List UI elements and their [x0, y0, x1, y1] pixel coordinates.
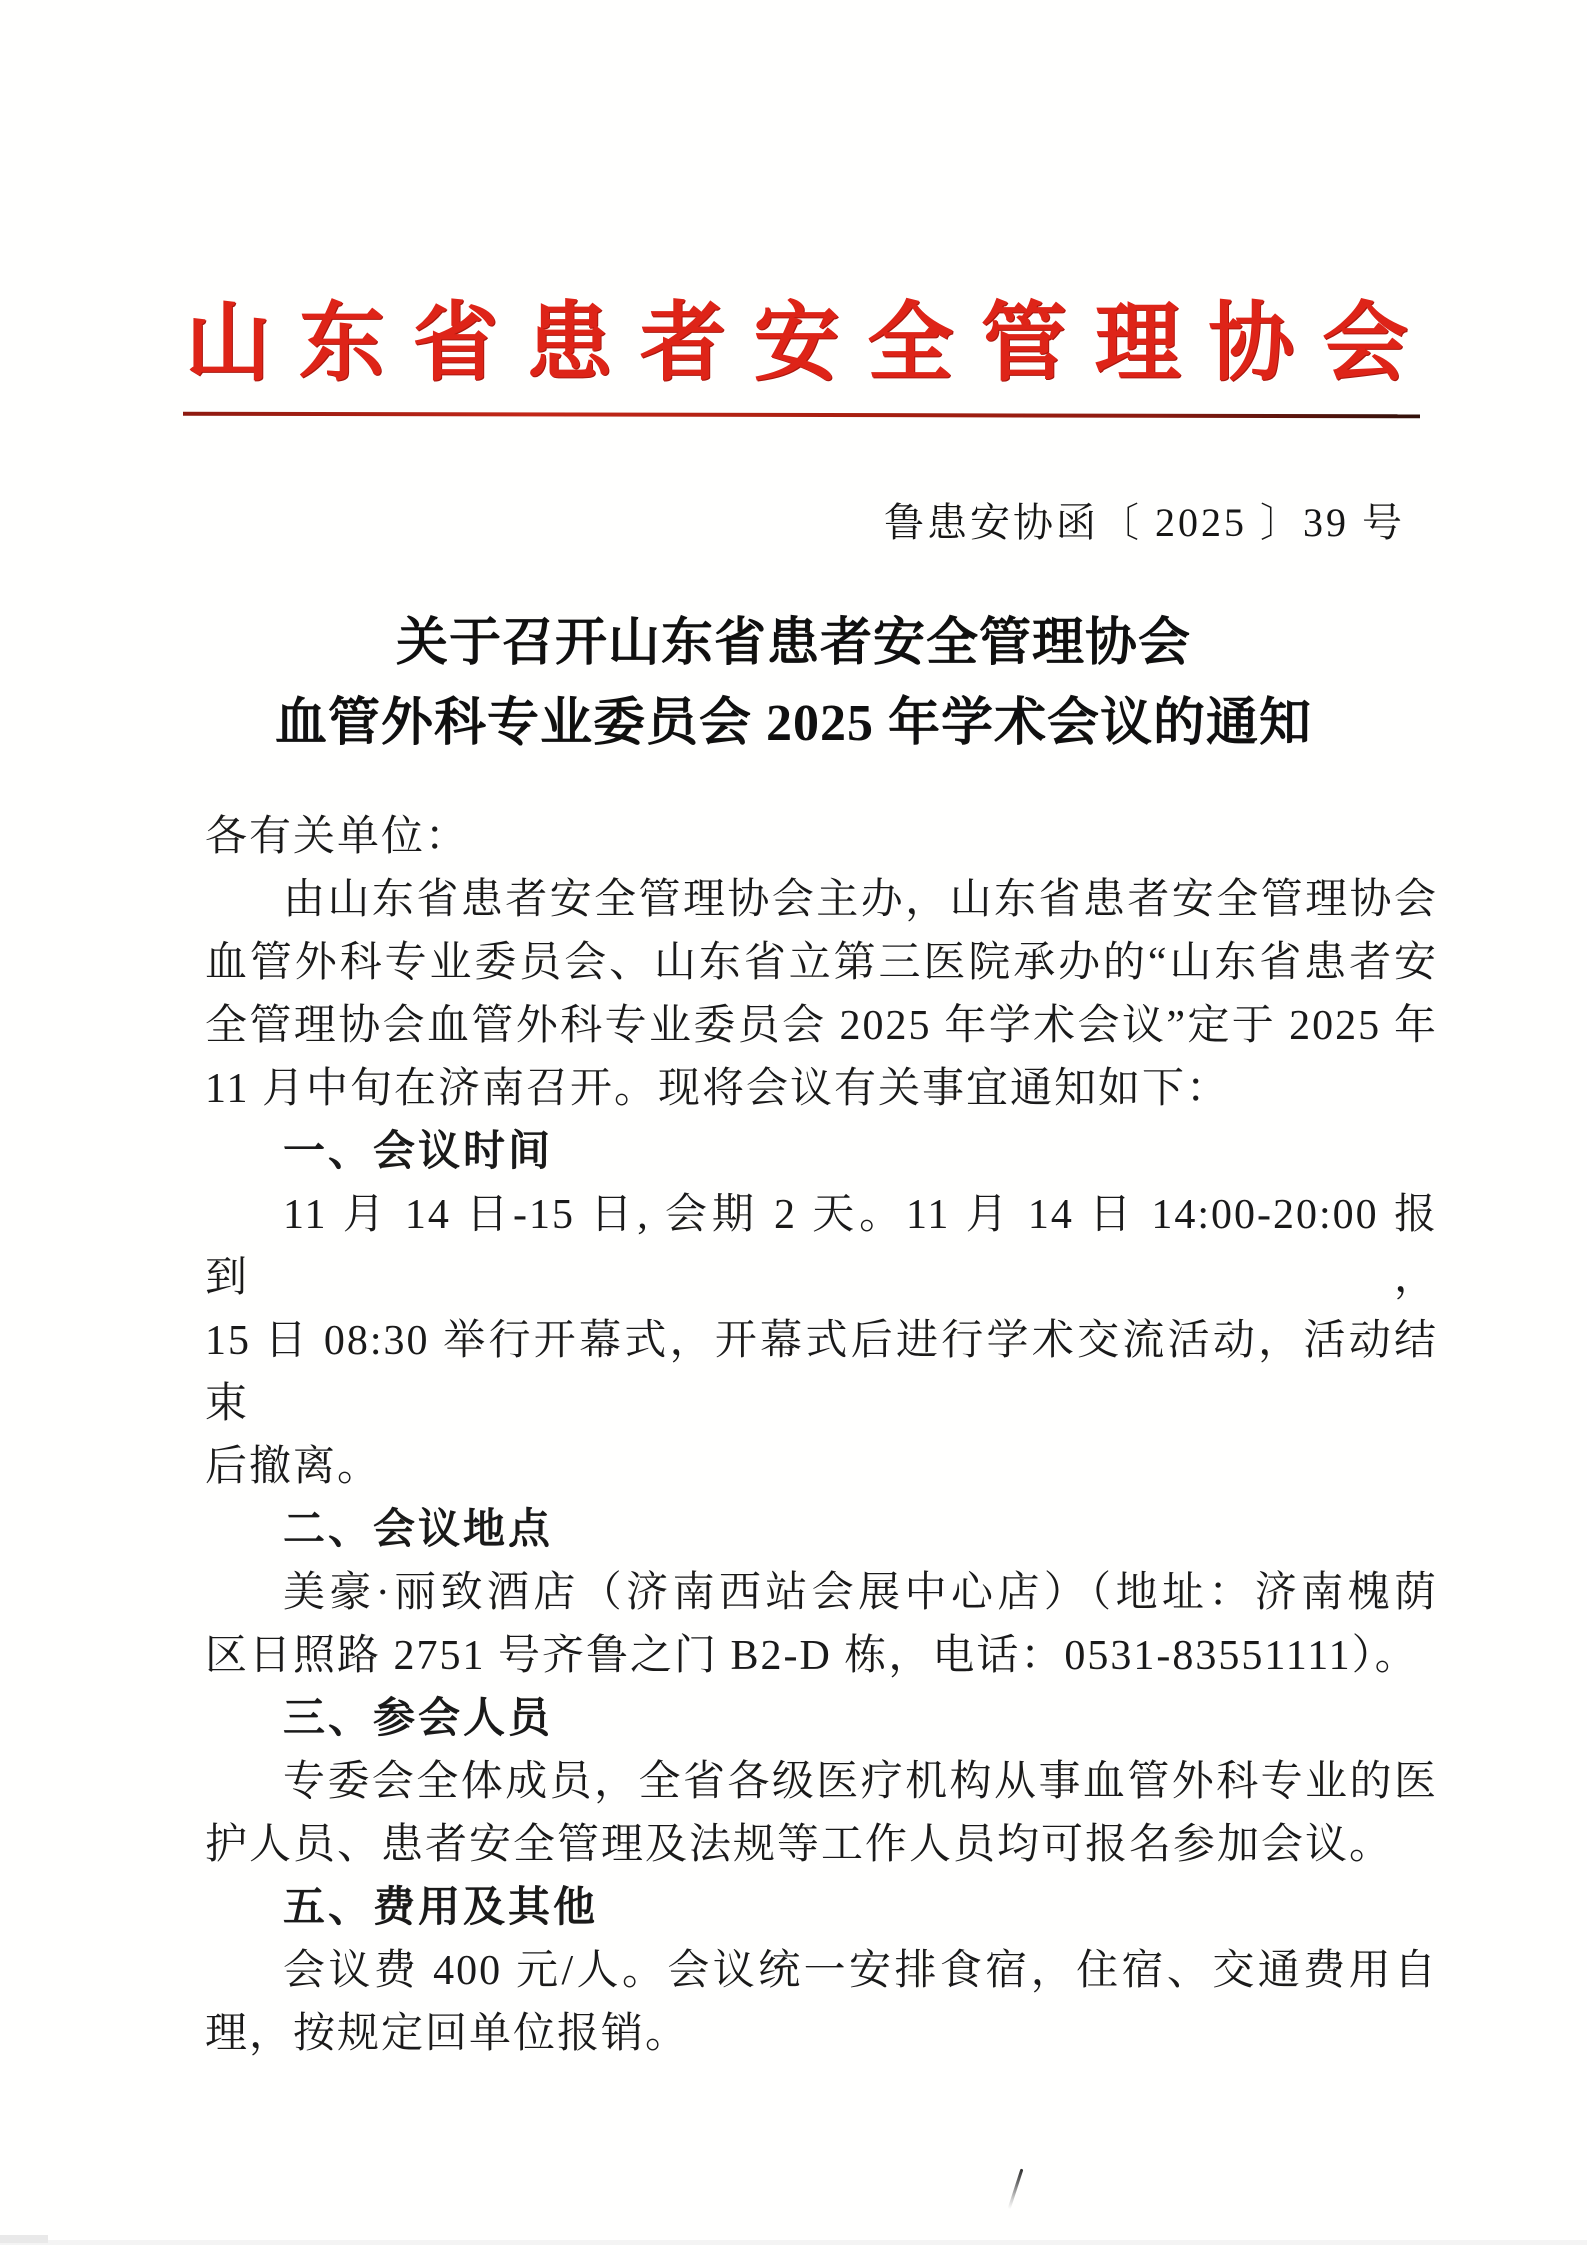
body-line: 护人员、患者安全管理及法规等工作人员均可报名参加会议。: [205, 1822, 1394, 1868]
body-text: [205, 806, 1438, 2066]
body-line: 理，按规定回单位报销。: [205, 2011, 690, 2057]
letterhead-rule: [183, 412, 1420, 419]
body-line: 全管理协会血管外科专业委员会 2025 年学术会议”定于 2025 年: [205, 1003, 1438, 1049]
body-line: 后撤离。: [205, 1444, 382, 1490]
body-line: 专委会全体成员，全省各级医疗机构从事血管外科专业的医: [283, 1759, 1438, 1805]
body-line: 血管外科专业委员会、山东省立第三医院承办的“山东省患者安: [205, 940, 1438, 986]
scan-bottom-edge: [0, 2240, 1587, 2245]
section-heading: 一、会议时间: [283, 1129, 554, 1175]
body-line: 各有关单位：: [205, 814, 470, 860]
letterhead-org-name: 山东省患者安全管理协会: [185, 295, 1408, 391]
scan-bottom-smudge: [0, 2235, 48, 2243]
section-heading: 五、费用及其他: [283, 1885, 599, 1931]
notice-title: [0, 604, 1587, 764]
notice-title-line-2: 血管外科专业委员会 2025 年学术会议的通知: [274, 695, 1312, 752]
body-line: 区日照路 2751 号齐鲁之门 B2-D 栋，电话：0531-83551111）。: [205, 1633, 1419, 1679]
body-line: 由山东省患者安全管理协会主办，山东省患者安全管理协会: [283, 877, 1438, 923]
section-heading: 二、会议地点: [283, 1507, 554, 1553]
body-line: 美豪·丽致酒店（济南西站会展中心店）（地址：济南槐荫: [283, 1570, 1438, 1616]
body-line: 11 月中旬在济南召开。现将会议有关事宜通知如下：: [205, 1066, 1230, 1112]
section-heading: 三、参会人员: [283, 1696, 554, 1742]
notice-title-line-1: 关于召开山东省患者安全管理协会: [395, 615, 1191, 672]
doc-number: 鲁患安协函〔 2025 〕39 号: [884, 500, 1405, 545]
scan-artifact-mark: [1008, 2169, 1024, 2210]
body-line: 会议费 400 元/人。会议统一安排食宿，住宿、交通费用自: [283, 1948, 1438, 1994]
body-line: 15 日 08:30 举行开幕式，开幕式后进行学术交流活动，活动结束: [205, 1318, 1438, 1427]
body-line: 11 月 14 日-15 日, 会期 2 天。11 月 14 日 14:00-20:00 报到，: [205, 1192, 1438, 1301]
